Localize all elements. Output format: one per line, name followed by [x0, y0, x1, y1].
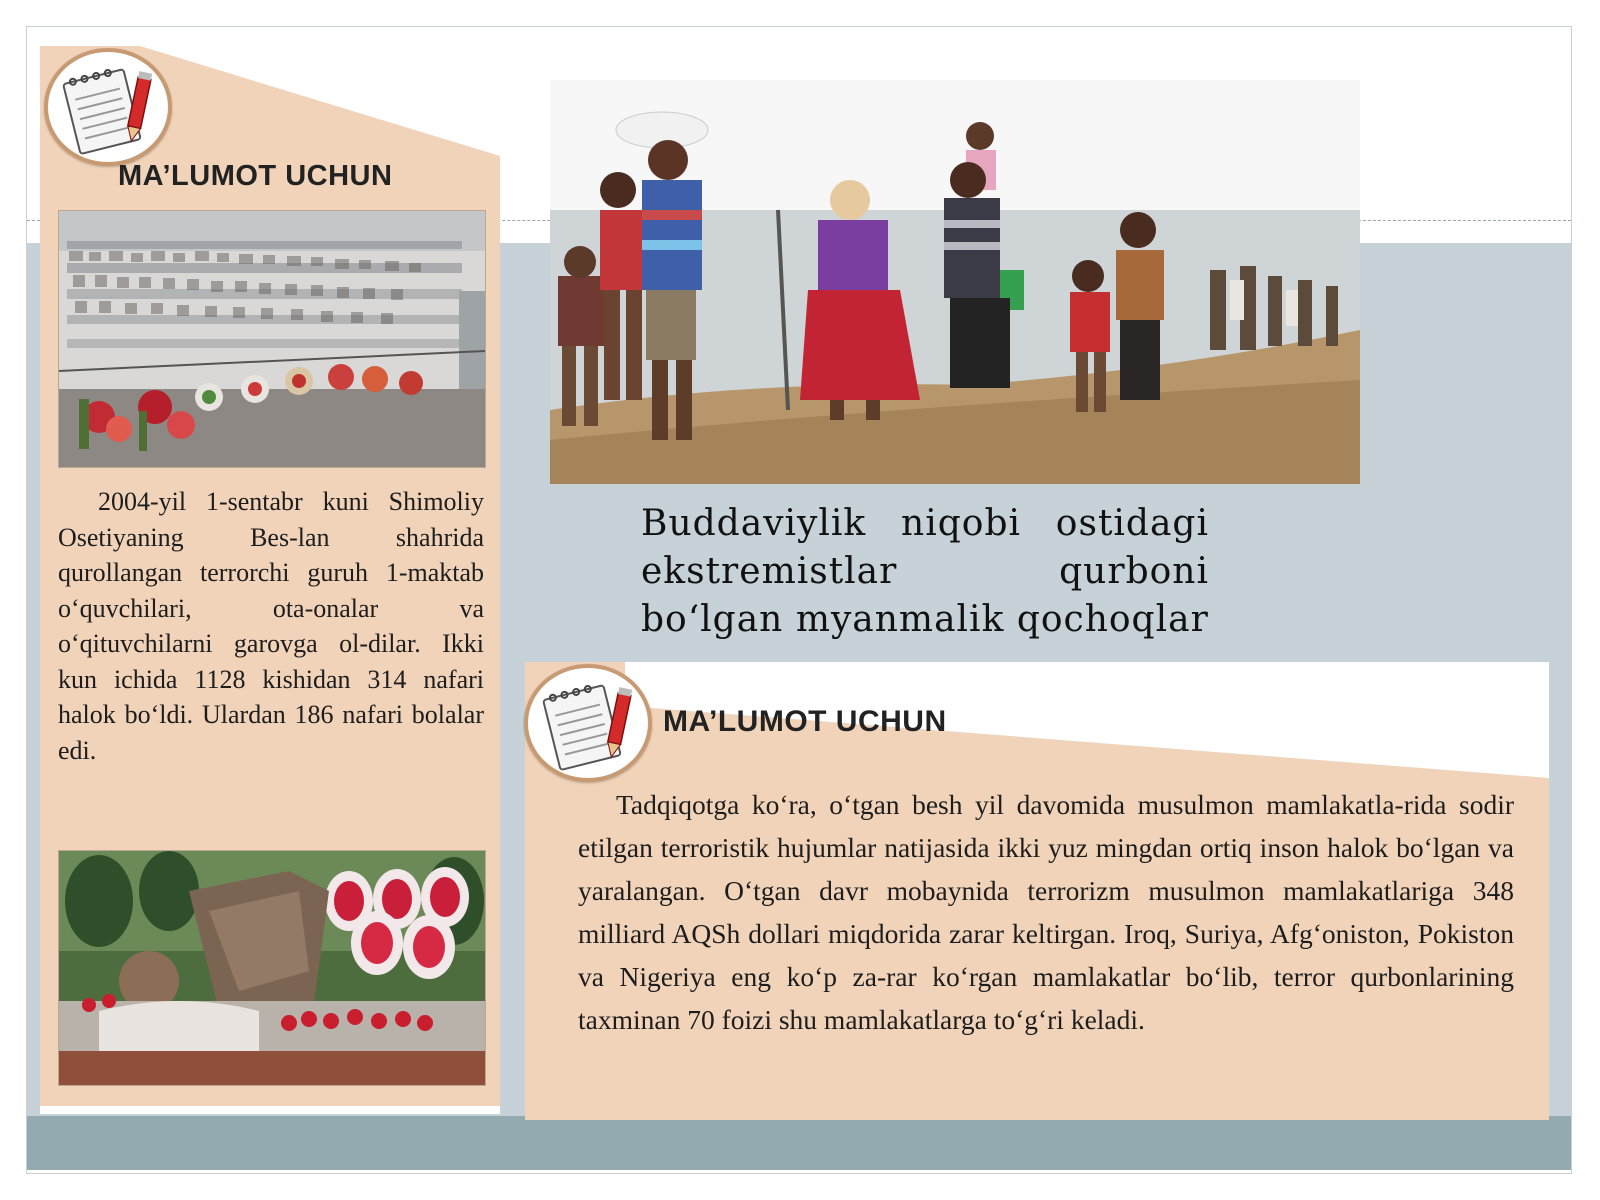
left-panel-text: 2004-yil 1-sentabr kuni Shimoliy Osetiyaning Bes-lan shahrida qurollangan terrorchi guruh 1-maktab o‘quvchilari, ota-onalar va o‘qituvchilarni garovga ol-dilar. Ikki kun ichida 1128 kishidan 314 nafari halok bo‘ldi. Ulardan 186 nafari bolalar edi.	[58, 487, 484, 765]
right-panel-text: Tadqiqotga ko‘ra, o‘tgan besh yil davomida musulmon mamlakatla-rida sodir etilgan terroristik hujumlar natijasida ikki yuz mingdan ortiq inson halok bo‘lgan va yaralangan. O‘tgan davr mobaynida terrorizm musulmon mamlakatlariga 348 milliard AQSh dollari miqdorida zarar keltirgan. Iroq, Suriya, Afg‘oniston, Pokiston va Nigeriya eng ko‘p za-rar ko‘rgan mamlakatlar bo‘lib, terror qurbonlarining taxminan 70 foizi shu mamlakatlarga to‘g‘ri keladi.	[578, 789, 1514, 1035]
photo-caption: Buddaviylik niqobi ostidagi ekstremistlar qurboni bo‘lgan myanmalik qochoqlar	[641, 503, 1209, 640]
left-panel-heading: MA’LUMOT UCHUN	[118, 160, 393, 192]
notepad-pencil-icon	[524, 664, 652, 782]
notepad-pencil-icon	[44, 48, 172, 166]
memorial-wall-photo	[58, 210, 486, 468]
refugees-walking-photo	[550, 80, 1360, 484]
panel-bottom-strip	[40, 1106, 500, 1114]
memorial-monument-photo	[58, 850, 486, 1086]
right-panel-heading: MA’LUMOT UCHUN	[663, 705, 947, 738]
bottom-bar	[27, 1116, 1571, 1170]
